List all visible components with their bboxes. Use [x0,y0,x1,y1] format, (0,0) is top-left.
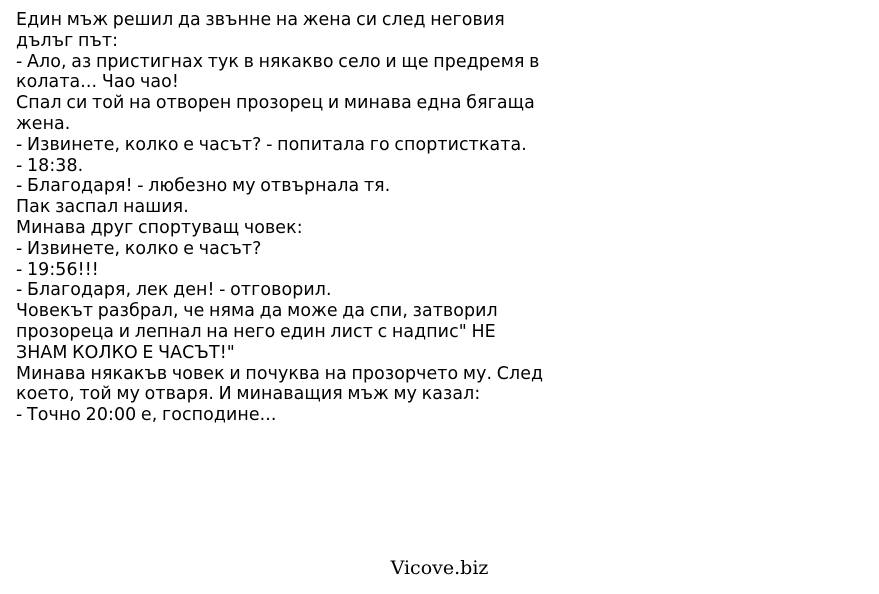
joke-text [16,10,586,426]
joke-line: Един мъж решил да звънне на жена си след неговия [16,10,505,30]
joke-line: ЗНАМ КОЛКО Е ЧАСЪТ!" [16,342,235,363]
joke-line: - Точно 20:00 е, господине... [16,405,277,426]
joke-line: колата... Чао чао! [16,72,179,93]
joke-line: Спал си той на отворен прозорец и минава една бягаща [16,93,535,114]
joke-line: - 19:56!!! [16,259,99,280]
joke-line: Минава някакъв човек и почуква на прозорчето му. След [16,363,544,384]
joke-line: Човекът разбрал, че няма да може да спи, затворил [16,301,498,322]
joke-line: - Благодаря! - любезно му отвърнала тя. [16,176,391,197]
joke-line: Минава друг спортуващ човек: [16,217,303,238]
joke-line: - Извинете, колко е часът? [16,238,262,259]
joke-line: - Благодаря, лек ден! - отговорил. [16,280,332,301]
joke-line: което, той му отваря. И минаващия мъж му казал: [16,384,481,405]
joke-line: Пак заспал нашия. [16,197,189,218]
joke-line: жена. [16,113,71,134]
site-watermark: Vicove.biz [390,557,489,579]
joke-line: дълъг път: [16,30,119,51]
joke-line: - Ало, аз пристигнах тук в някакво село и ще предремя в [16,51,540,72]
joke-line: прозореца и лепнал на него един лист с надпис" НЕ [16,321,496,342]
joke-line: - Извинете, колко е часът? - попитала го спортистката. [16,134,527,155]
joke-line: - 18:38. [16,155,84,176]
